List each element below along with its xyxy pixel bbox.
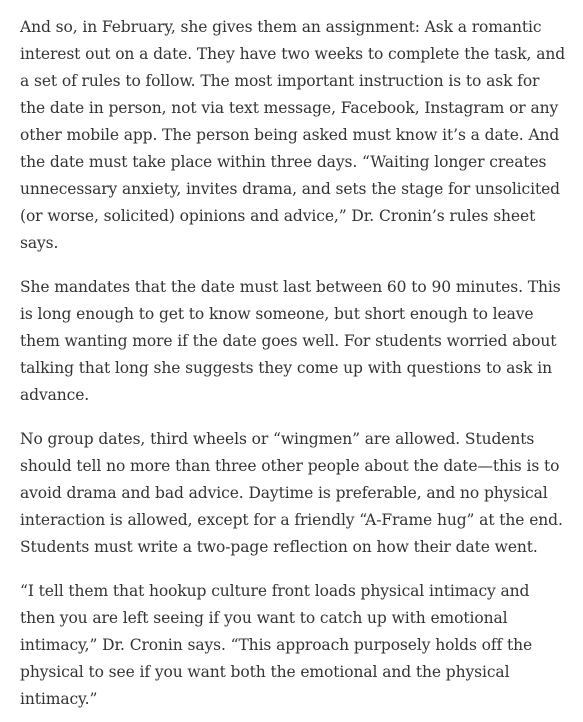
article-paragraph: And so, in February, she gives them an assignment: Ask a romantic interest out on a date. They have two weeks to complete the task, and a set of rules to follow. The most important instruction is to ask for the date in person, not via text message, Facebook, Instagram or any other mobile app. The person being asked must know it’s a date. And the date must take place within three days. “Waiting longer creates unnecessary anxiety, invites drama, and sets the stage for unsolicited (or worse, solicited) opinions and advice,” Dr. Cronin’s rules sheet says.: [20, 18, 566, 252]
article-paragraph: “I tell them that hookup culture front loads physical intimacy and then you are left seeing if you want to catch up with emotional intimacy,” Dr. Cronin says. “This approach purposely holds off the physical to see if you want both the emotional and the physical intimacy.”: [20, 582, 533, 708]
article-paragraph: No group dates, third wheels or “wingmen” are allowed. Students should tell no more than three other people about the date—this is to avoid drama and bad advice. Daytime is preferable, and no physical interaction is allowed, except for a friendly “A-Frame hug” at the end. Students must write a two-page reflection on how their date went.: [20, 430, 563, 556]
article-paragraph: She mandates that the date must last between 60 to 90 minutes. This is long enough to get to know someone, but short enough to leave them wanting more if the date goes well. For students worried about talking that long she suggests they come up with questions to ask in advance.: [20, 278, 561, 404]
